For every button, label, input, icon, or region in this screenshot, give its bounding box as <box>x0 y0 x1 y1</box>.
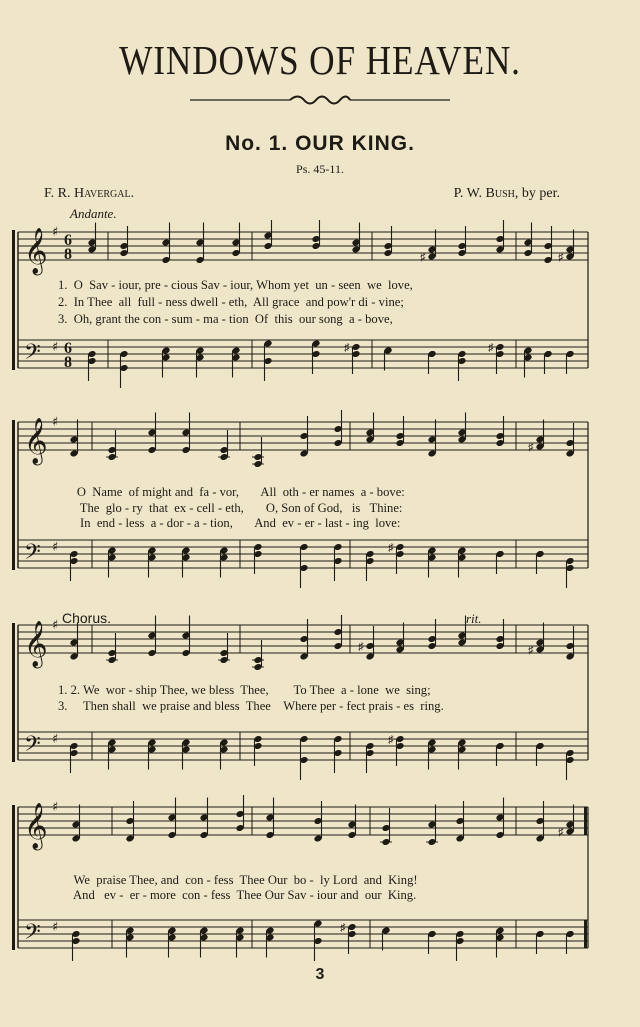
composer-permission: by per. <box>518 186 560 201</box>
bass-time-signature-bottom: 8 <box>64 354 72 371</box>
key-signature-sharp-icon: ♯ <box>52 340 59 355</box>
lyric-verse-2-line-1: 2. In Thee all full - ness dwell - eth, All grace and pow'r di - vine; <box>58 295 404 309</box>
lyric-chorus-line-2: 3. Then shall we praise and bless Thee Where per - fect prais - es ring. <box>58 699 444 713</box>
key-signature-sharp-icon: ♯ <box>52 540 59 555</box>
treble-accidental-sharp-icon: ♯ <box>358 641 364 653</box>
system-brace <box>12 230 15 370</box>
treble-accidental-sharp-icon: ♯ <box>558 251 564 264</box>
lyric-verse-2-line-2: The glo - ry that ex - cell - eth, O, Son of God, is Thine: <box>58 501 403 515</box>
composer-name: P. W. Bush, <box>453 186 519 201</box>
treble-time-signature-bottom: 8 <box>64 246 72 263</box>
key-signature-sharp-icon: ♯ <box>52 732 59 747</box>
music-system-2 <box>0 410 640 590</box>
bass-clef-icon: 𝄢 <box>24 732 41 762</box>
system-brace <box>12 420 15 570</box>
ornament-divider-icon <box>190 92 450 108</box>
author-credit: F. R. Havergal. <box>44 186 135 201</box>
bass-clef-icon: 𝄢 <box>24 340 41 370</box>
book-title: WINDOWS OF HEAVEN. <box>119 37 521 83</box>
bass-clef-icon: 𝄢 <box>24 540 41 570</box>
bass-accidental-sharp-icon: ♯ <box>344 342 350 354</box>
lyric-verse-1-line-1: 1. O Sav - iour, pre - cious Sav - iour, Whom yet un - seen we love, <box>58 278 413 292</box>
scripture-reference: Ps. 45-11. <box>296 162 344 176</box>
bass-accidental-sharp-icon: ♯ <box>388 734 394 746</box>
treble-clef-icon: 𝄞 <box>24 803 48 849</box>
chorus-label: Chorus. <box>62 610 112 626</box>
final-barline <box>584 920 587 948</box>
key-signature-sharp-icon: ♯ <box>52 800 59 815</box>
lyric-verse-3-line-1: 3. Oh, grant the con - sum - ma - tion Of this our song a - bove, <box>58 312 393 326</box>
lyric-chorus-line-3: We praise Thee, and con - fess Thee Our bo - ly Lord and King! <box>58 873 418 887</box>
key-signature-sharp-icon: ♯ <box>52 618 59 633</box>
treble-accidental-sharp-icon: ♯ <box>558 826 564 839</box>
bass-accidental-sharp-icon: ♯ <box>388 542 394 554</box>
lyric-chorus-line-1: 1. 2. We wor - ship Thee, we bless Thee, To Thee a - lone we sing; <box>58 683 431 697</box>
lyric-verse-1-line-2: O Name of might and fa - vor, All oth - er names a - bove: <box>58 485 405 499</box>
tempo-marking: Andante. <box>70 206 117 221</box>
treble-clef-icon: 𝄞 <box>24 621 48 667</box>
lyric-chorus-line-4: And ev - er - more con - fess Thee Our Sav - iour and our King. <box>58 888 417 902</box>
hymn-title: No. 1. OUR KING. <box>225 132 415 155</box>
treble-time-signature-top: 6 <box>64 232 72 249</box>
final-barline <box>584 807 587 835</box>
treble-accidental-sharp-icon: ♯ <box>528 644 534 657</box>
key-signature-sharp-icon: ♯ <box>52 920 59 935</box>
bass-accidental-sharp-icon: ♯ <box>340 922 346 934</box>
composer-credit <box>454 186 560 202</box>
treble-clef-icon: 𝄞 <box>24 228 48 274</box>
bass-time-signature-top: 6 <box>64 340 72 357</box>
treble-accidental-sharp-icon: ♯ <box>420 251 426 264</box>
bass-clef-icon: 𝄢 <box>24 920 41 950</box>
treble-accidental-sharp-icon: ♯ <box>528 441 534 454</box>
bass-accidental-sharp-icon: ♯ <box>488 342 494 354</box>
treble-clef-icon: 𝄞 <box>24 418 48 464</box>
lyric-verse-3-line-2: In end - less a - dor - a - tion, And ev - er - last - ing love: <box>58 516 401 530</box>
ritardando-marking: rit. <box>466 611 482 626</box>
system-brace <box>12 805 15 950</box>
key-signature-sharp-icon: ♯ <box>52 415 59 430</box>
key-signature-sharp-icon: ♯ <box>52 225 59 240</box>
page-number: 3 <box>315 966 325 983</box>
system-brace <box>12 623 15 762</box>
